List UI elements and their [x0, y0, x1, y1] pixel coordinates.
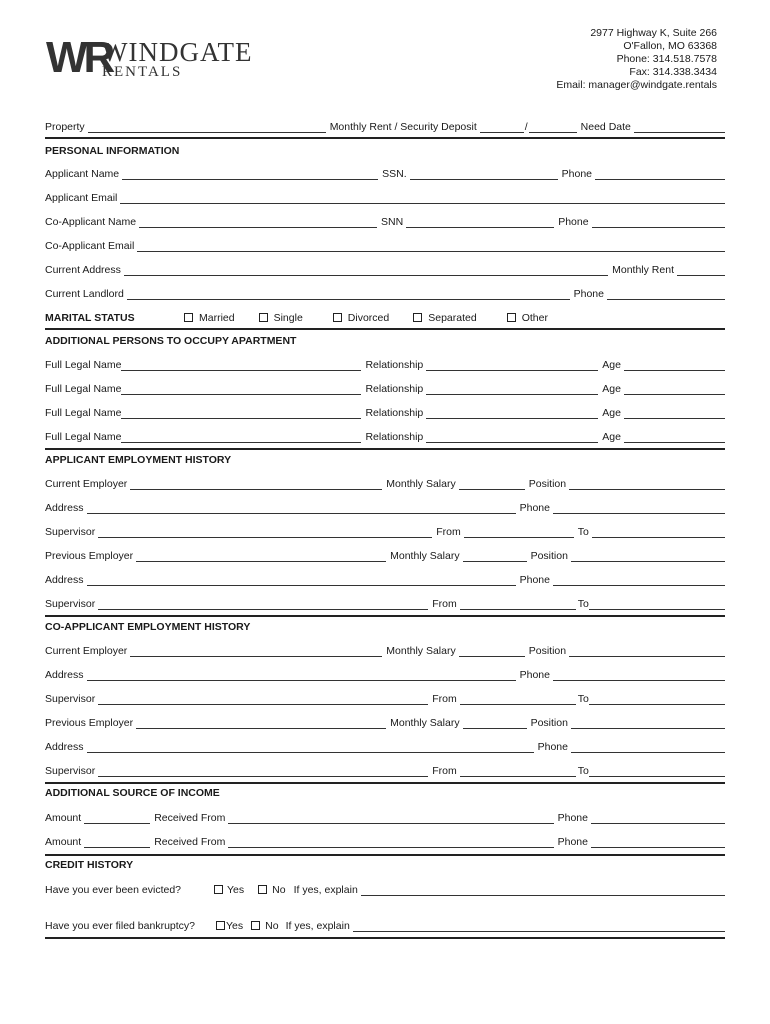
monthly-salary-field[interactable] [459, 478, 525, 490]
bankruptcy-yes-option[interactable] [216, 920, 243, 932]
from-date-field[interactable] [460, 598, 576, 610]
supervisor-row [45, 689, 725, 705]
amount-field[interactable] [84, 836, 150, 848]
monthly-rent-label: Monthly Rent [612, 264, 674, 276]
income-row [45, 808, 725, 824]
position-field[interactable] [571, 717, 725, 729]
relationship-field[interactable] [426, 431, 598, 443]
position-label: Position [528, 645, 567, 657]
address-line: O'Fallon, MO 63368 [623, 40, 717, 52]
position-field[interactable] [569, 645, 725, 657]
phone-label: Phone [519, 574, 550, 586]
supervisor-field[interactable] [98, 526, 432, 538]
option-label: Divorced [347, 312, 390, 324]
phone-label: Phone [557, 812, 588, 824]
from-label: From [432, 598, 457, 610]
phone-label: Phone [561, 168, 593, 180]
co-ssn-field[interactable] [406, 216, 554, 228]
fax-line: Fax: 314.338.3434 [629, 66, 717, 78]
checkbox-icon[interactable] [251, 921, 260, 930]
landlord-phone-label: Phone [573, 288, 604, 300]
from-date-field[interactable] [464, 526, 574, 538]
phone-label: Phone [537, 741, 568, 753]
supervisor-field[interactable] [98, 598, 428, 610]
logo-subtitle: RENTALS [102, 64, 183, 80]
applicant-name-label: Applicant Name [45, 168, 120, 180]
age-field[interactable] [624, 407, 725, 419]
property-row [45, 117, 725, 133]
marital-status-label: MARITAL STATUS [45, 312, 135, 324]
need-date-field[interactable] [634, 121, 725, 133]
yes-label: Yes [226, 920, 244, 932]
logo-name: WINDGATE [102, 37, 253, 67]
property-field[interactable] [88, 121, 326, 133]
to-label: To [577, 526, 589, 538]
relationship-field[interactable] [426, 359, 598, 371]
relationship-label: Relationship [365, 431, 424, 443]
employer-phone-field[interactable] [571, 741, 725, 753]
option-label: Other [521, 312, 548, 324]
section-title-credit-history: CREDIT HISTORY [45, 859, 134, 871]
applicant-email-field[interactable] [120, 192, 725, 204]
address-label: Address [45, 574, 84, 586]
employer-address-field[interactable] [87, 669, 516, 681]
need-date-label: Need Date [580, 121, 631, 133]
applicant-email-label: Applicant Email [45, 192, 118, 204]
employer-phone-field[interactable] [553, 574, 725, 586]
monthly-salary-label: Monthly Salary [386, 478, 456, 490]
section-divider [45, 854, 725, 856]
co-applicant-name-field[interactable] [139, 216, 377, 228]
yes-label: Yes [227, 884, 245, 896]
checkbox-icon[interactable] [258, 885, 267, 894]
co-applicant-name-row [45, 212, 725, 228]
income-phone-field[interactable] [591, 812, 725, 824]
slash-separator: / [524, 121, 528, 133]
applicant-name-row [45, 164, 725, 180]
supervisor-row [45, 761, 725, 777]
age-field[interactable] [624, 431, 725, 443]
property-label: Property [45, 121, 85, 133]
phone-line: Phone: 314.518.7578 [616, 53, 717, 65]
co-phone-label: Phone [558, 216, 589, 228]
current-employer-row [45, 474, 725, 490]
address-label: Address [45, 741, 84, 753]
from-label: From [436, 526, 461, 538]
windgate-logo [46, 33, 262, 82]
full-legal-name-label: Full Legal Name [45, 407, 122, 419]
to-date-field[interactable] [589, 693, 725, 705]
income-phone-field[interactable] [591, 836, 725, 848]
section-title-applicant-employment: APPLICANT EMPLOYMENT HISTORY [45, 454, 232, 466]
monthly-salary-field[interactable] [459, 645, 525, 657]
previous-employer-label: Previous Employer [45, 550, 134, 562]
from-date-field[interactable] [460, 765, 576, 777]
bankruptcy-no-option[interactable] [251, 920, 278, 932]
employer-address-field[interactable] [87, 574, 516, 586]
relationship-label: Relationship [365, 359, 424, 371]
marital-option-married[interactable] [184, 312, 235, 324]
marital-option-separated[interactable] [413, 312, 476, 324]
position-label: Position [530, 717, 568, 729]
to-label: To [577, 765, 589, 777]
current-landlord-row [45, 284, 725, 300]
if-yes-explain-label: If yes, explain [293, 884, 358, 896]
section-divider [45, 448, 725, 450]
full-legal-name-label: Full Legal Name [45, 383, 122, 395]
to-date-field[interactable] [589, 765, 725, 777]
co-applicant-email-label: Co-Applicant Email [45, 240, 135, 252]
eviction-explain-field[interactable] [361, 884, 725, 896]
age-field[interactable] [624, 383, 725, 395]
section-title-co-applicant-employment: CO-APPLICANT EMPLOYMENT HISTORY [45, 621, 251, 633]
marital-status-row [45, 308, 725, 324]
address-line: 2977 Highway K, Suite 266 [590, 27, 717, 39]
from-label: From [432, 765, 457, 777]
phone-label: Phone [557, 836, 588, 848]
received-from-field[interactable] [228, 836, 553, 848]
supervisor-row [45, 594, 725, 610]
monthly-salary-label: Monthly Salary [390, 717, 460, 729]
age-label: Age [602, 359, 621, 371]
marital-option-other[interactable] [507, 312, 548, 324]
previous-employer-field[interactable] [136, 717, 386, 729]
ssn-label: SSN. [382, 168, 407, 180]
position-label: Position [528, 478, 567, 490]
to-label: To [577, 693, 589, 705]
employer-phone-field[interactable] [553, 502, 725, 514]
additional-person-row [45, 379, 725, 395]
received-from-label: Received From [154, 812, 226, 824]
full-legal-name-label: Full Legal Name [45, 359, 122, 371]
supervisor-row [45, 522, 725, 538]
email-line: Email: manager@windgate.rentals [556, 79, 717, 91]
bankruptcy-explain-field[interactable] [353, 920, 725, 932]
bankruptcy-row [45, 916, 725, 932]
relationship-field[interactable] [426, 383, 598, 395]
relationship-field[interactable] [426, 407, 598, 419]
previous-employer-row [45, 546, 725, 562]
option-label: Separated [428, 312, 477, 324]
additional-person-row [45, 403, 725, 419]
received-from-field[interactable] [228, 812, 553, 824]
current-address-row [45, 260, 725, 276]
from-date-field[interactable] [460, 693, 576, 705]
checkbox-icon[interactable] [259, 313, 268, 322]
checkbox-icon[interactable] [216, 921, 225, 930]
previous-employer-label: Previous Employer [45, 717, 134, 729]
section-divider [45, 137, 725, 139]
section-divider [45, 328, 725, 330]
marital-option-single[interactable] [259, 312, 303, 324]
applicant-email-row [45, 188, 725, 204]
option-label: Married [199, 312, 235, 324]
landlord-phone-field[interactable] [607, 288, 725, 300]
supervisor-field[interactable] [98, 765, 428, 777]
current-employer-label: Current Employer [45, 645, 128, 657]
amount-field[interactable] [84, 812, 150, 824]
amount-label: Amount [45, 812, 82, 824]
position-field[interactable] [569, 478, 725, 490]
if-yes-explain-label: If yes, explain [285, 920, 350, 932]
relationship-label: Relationship [365, 407, 424, 419]
option-label: Single [273, 312, 303, 324]
co-applicant-name-label: Co-Applicant Name [45, 216, 137, 228]
full-legal-name-field[interactable] [121, 383, 361, 395]
current-monthly-rent-field[interactable] [677, 264, 725, 276]
company-address-block [556, 27, 717, 92]
additional-person-row [45, 427, 725, 443]
checkbox-icon[interactable] [184, 313, 193, 322]
security-deposit-field[interactable] [529, 121, 577, 133]
monthly-salary-label: Monthly Salary [390, 550, 460, 562]
no-label: No [272, 884, 286, 896]
age-label: Age [602, 383, 621, 395]
monthly-salary-field[interactable] [463, 717, 527, 729]
to-label: To [577, 598, 589, 610]
full-legal-name-field[interactable] [121, 431, 361, 443]
current-landlord-label: Current Landlord [45, 288, 124, 300]
monthly-salary-label: Monthly Salary [386, 645, 456, 657]
checkbox-icon[interactable] [333, 313, 342, 322]
received-from-label: Received From [154, 836, 226, 848]
evicted-yes-option[interactable] [214, 884, 244, 896]
section-title-additional-income: ADDITIONAL SOURCE OF INCOME [45, 787, 220, 799]
phone-label: Phone [519, 669, 550, 681]
bankruptcy-question: Have you ever filed bankruptcy? [45, 920, 195, 932]
supervisor-label: Supervisor [45, 598, 96, 610]
additional-person-row [45, 355, 725, 371]
checkbox-icon[interactable] [214, 885, 223, 894]
section-divider [45, 937, 725, 939]
address-label: Address [45, 502, 84, 514]
ssn-field[interactable] [410, 168, 558, 180]
previous-employer-field[interactable] [136, 550, 386, 562]
co-phone-field[interactable] [592, 216, 725, 228]
previous-employer-row [45, 713, 725, 729]
no-label: No [265, 920, 279, 932]
age-label: Age [602, 407, 621, 419]
income-row [45, 832, 725, 848]
employer-address-row [45, 737, 725, 753]
age-field[interactable] [624, 359, 725, 371]
full-legal-name-field[interactable] [121, 359, 361, 371]
employer-address-row [45, 498, 725, 514]
full-legal-name-field[interactable] [121, 407, 361, 419]
monthly-salary-field[interactable] [463, 550, 527, 562]
co-applicant-email-field[interactable] [137, 240, 725, 252]
age-label: Age [602, 431, 621, 443]
full-legal-name-label: Full Legal Name [45, 431, 122, 443]
current-employer-field[interactable] [130, 645, 382, 657]
checkbox-icon[interactable] [507, 313, 516, 322]
current-employer-field[interactable] [130, 478, 382, 490]
employer-address-row [45, 665, 725, 681]
section-title-personal: PERSONAL INFORMATION [45, 145, 180, 157]
evicted-question: Have you ever been evicted? [45, 884, 182, 896]
to-date-field[interactable] [589, 598, 725, 610]
current-landlord-field[interactable] [127, 288, 570, 300]
applicant-name-field[interactable] [122, 168, 378, 180]
phone-label: Phone [519, 502, 550, 514]
supervisor-label: Supervisor [45, 526, 96, 538]
employer-phone-field[interactable] [553, 669, 725, 681]
supervisor-label: Supervisor [45, 693, 96, 705]
rent-deposit-label: Monthly Rent / Security Deposit [329, 121, 477, 133]
checkbox-icon[interactable] [413, 313, 422, 322]
employer-address-field[interactable] [87, 741, 534, 753]
eviction-row [45, 880, 725, 896]
section-divider [45, 782, 725, 784]
relationship-label: Relationship [365, 383, 424, 395]
current-address-label: Current Address [45, 264, 121, 276]
section-divider [45, 615, 725, 617]
address-label: Address [45, 669, 84, 681]
phone-field[interactable] [595, 168, 725, 180]
supervisor-label: Supervisor [45, 765, 96, 777]
section-title-additional-persons: ADDITIONAL PERSONS TO OCCUPY APARTMENT [45, 335, 297, 347]
employer-address-row [45, 570, 725, 586]
to-date-field[interactable] [592, 526, 725, 538]
current-employer-row [45, 641, 725, 657]
position-field[interactable] [571, 550, 725, 562]
current-employer-label: Current Employer [45, 478, 128, 490]
employer-address-field[interactable] [87, 502, 516, 514]
from-label: From [432, 693, 457, 705]
snn-label: SNN [381, 216, 404, 228]
supervisor-field[interactable] [98, 693, 428, 705]
evicted-no-option[interactable] [258, 884, 285, 896]
monthly-rent-field[interactable] [480, 121, 524, 133]
current-address-field[interactable] [124, 264, 608, 276]
marital-option-divorced[interactable] [333, 312, 389, 324]
position-label: Position [530, 550, 568, 562]
logo-mark: WR [46, 33, 112, 82]
amount-label: Amount [45, 836, 82, 848]
co-applicant-email-row [45, 236, 725, 252]
